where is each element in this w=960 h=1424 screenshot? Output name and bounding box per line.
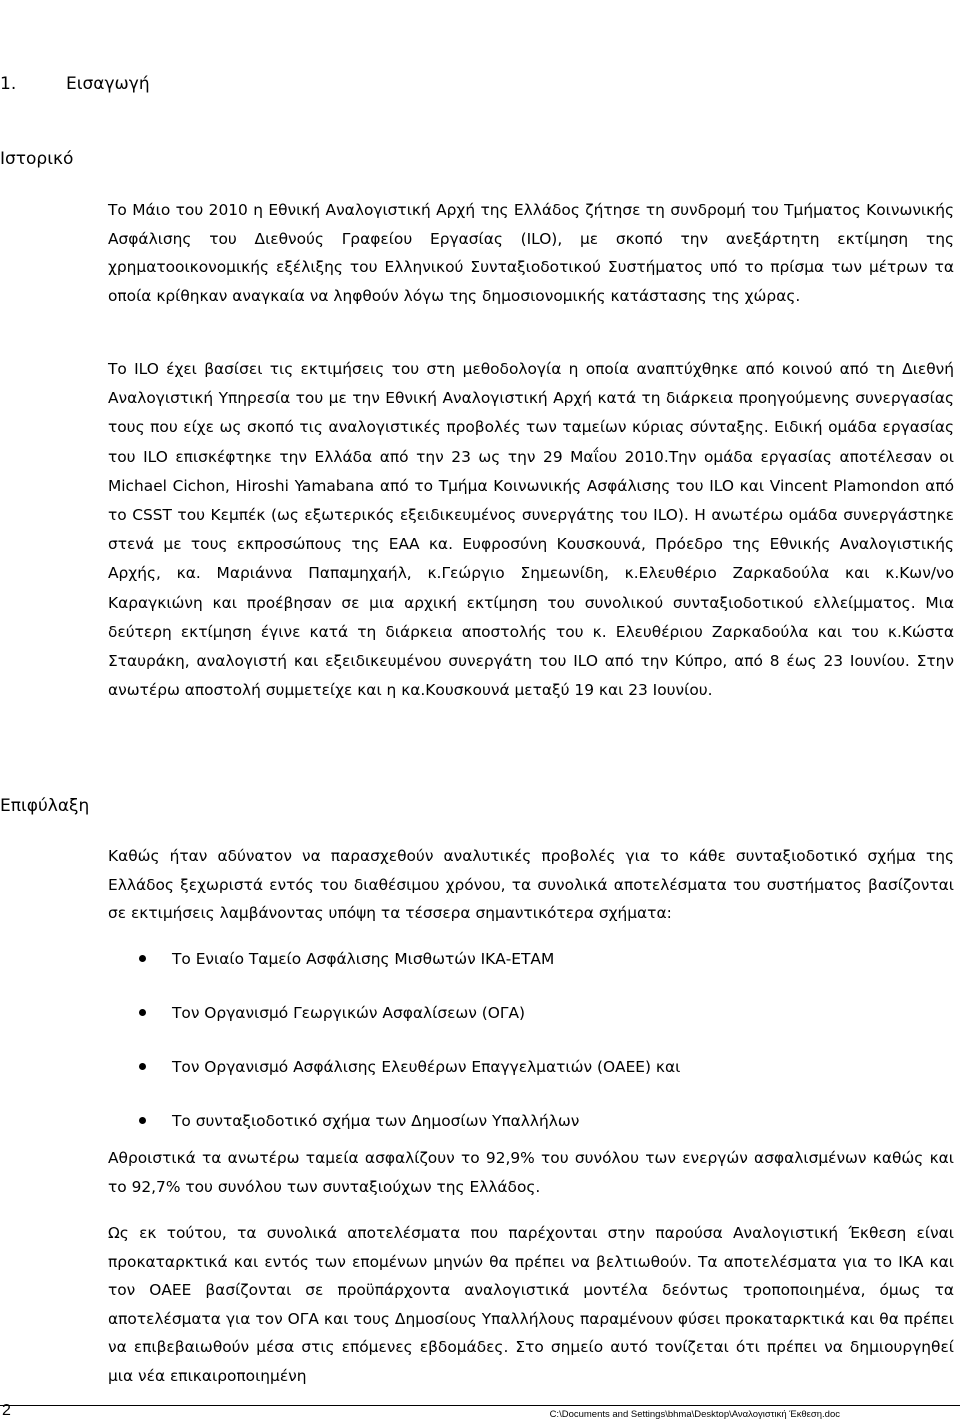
list-item: Τον Οργανισμό Γεωργικών Ασφαλίσεων (ΟΓΑ) — [108, 999, 954, 1053]
closing-paragraph: Ως εκ τούτου, τα συνολικά αποτελέσματα που παρέχονται στην παρούσα Αναλογιστική Έκθεση είναι προκαταρκτικά και εντός των επομένων μηνών θα πρέπει να βελτιωθούν. Τα αποτελέσματα για το ΙΚΑ και τον ΟΑΕΕ βασίζονται σε προϋπάρχοντα αναλογιστικά μοντέλα δεόντως τροποποιημένα, όμως τα αποτελέσματα για τον ΟΓΑ και τους Δημοσίους Υπαλλήλους παραμένουν φύσει προκαταρκτικά και θα πρέπει να επιβεβαιωθούν μέσα στις επόμενες εβδομάδες. Στο σημείο αυτό τονίζεται ότι πρέπει να δημιουργηθεί μια νέα επικαιροποιημένη — [108, 1224, 954, 1385]
file-path: C:\Documents and Settings\bhma\Desktop\Αναλογιστική Έκθεση.doc — [549, 1409, 840, 1420]
section-title: Εισαγωγή — [66, 74, 150, 94]
caveat-heading: Επιφύλαξη — [0, 796, 90, 816]
caveat-intro: Καθώς ήταν αδύνατον να παρασχεθούν αναλυτικές προβολές για το κάθε συνταξιοδοτικό σχήμα της Ελλάδος ξεχωριστά εντός του διαθέσιμου χρόνου, τα συνολικά αποτελέσματα του συστήματος βασίζονται σε εκτιμήσεις λαμβάνοντας υπόψη τα τέσσερα σημαντικότερα σχήματα: — [108, 847, 954, 923]
coverage-paragraph: Αθροιστικά τα ανωτέρω ταμεία ασφαλίζουν το 92,9% του συνόλου των ενεργών ασφαλισμένων καθώς και το 92,7% του συνόλου των συνταξιούχων της Ελλάδος. — [108, 1149, 954, 1196]
bullet-icon — [139, 1009, 146, 1016]
section-number: 1. — [0, 74, 17, 94]
page-number: 2 — [2, 1402, 11, 1419]
bullet-icon — [139, 955, 146, 962]
bullet-icon — [139, 1117, 146, 1124]
history-paragraph-1: Το Μάιο του 2010 η Εθνική Αναλογιστική Αρχή της Ελλάδος ζήτησε τη συνδρομή του Τμήματος Κοινωνικής Ασφάλισης του Διεθνούς Γραφείου Εργασίας (ILO), με σκοπό την ανεξάρτητη εκτίμηση της χρηματοοικονομικής εξέλιξης του Ελληνικού Συνταξιοδοτικού Συστήματος υπό το πρίσμα των μέτρων τα οποία κρίθηκαν αναγκαία να ληφθούν λόγω της δημοσιονομικής κατάστασης της χώρας. — [108, 201, 954, 305]
list-item: Τον Οργανισμό Ασφάλισης Ελευθέρων Επαγγελματιών (ΟΑΕΕ) και — [108, 1053, 954, 1107]
history-heading: Ιστορικό — [0, 149, 74, 169]
schemes-list — [108, 945, 954, 1161]
bullet-icon — [139, 1063, 146, 1070]
list-item: Το Ενιαίο Ταμείο Ασφάλισης Μισθωτών ΙΚΑ-ΕΤΑΜ — [108, 945, 954, 999]
history-paragraph-2: Το ILO έχει βασίσει τις εκτιμήσεις του στη μεθοδολογία η οποία αναπτύχθηκε από κοινού από τη Διεθνή Αναλογιστική Υπηρεσία του με την Εθνική Αναλογιστική Αρχή κατά τη διάρκεια προηγούμενης συνεργασίας τους που είχε ως σκοπό τις αναλογιστικές προβολές των ταμείων κύριας σύνταξης. Ειδική ομάδα εργασίας του ILO επισκέφτηκε την Ελλάδα από την 23 ως την 29 Μαΐου 2010.Την ομάδα εργασίας αποτέλεσαν οι Michael Cichon, Hiroshi Yamabana από το Τμήμα Κοινωνικής Ασφάλισης του ILO και Vincent Plamondon από το CSST του Κεμπέκ (ως εξωτερικός εξειδικευμένος συνεργάτης του ILO). Η ανωτέρω ομάδα συνεργάστηκε στενά με τους εκπροσώπους της ΕΑΑ κα. Ευφροσύνη Κουσκουνά, Πρόεδρο της Εθνικής Αναλογιστικής Αρχής, κα. Μαριάννα Παπαμηχαήλ, κ.Γεώργιο Σημεωνίδη, κ.Ελευθέριο Ζαρκαδούλα και κ.Κων/νο Καραγκιώνη και προέβησαν σε μια αρχική εκτίμηση του συνολικού συνταξιοδοτικού ελλείμματος. Μια δεύτερη εκτίμηση έγινε κατά τη διάρκεια αποστολής του κ. Ελευθέριου Ζαρκαδούλα και του κ.Κώστα Σταυράκη, αναλογιστή και εξειδικευμένου συνεργάτη του ILO από την Κύπρο, από 8 έως 23 Ιουνίου. Στην ανωτέρω αποστολή συμμετείχε και η κα.Κουσκουνά μεταξύ 19 και 23 Ιουνίου. — [108, 360, 954, 700]
footer-divider — [0, 1405, 960, 1406]
list-item: Το συνταξιοδοτικό σχήμα των Δημοσίων Υπαλλήλων — [108, 1107, 954, 1161]
